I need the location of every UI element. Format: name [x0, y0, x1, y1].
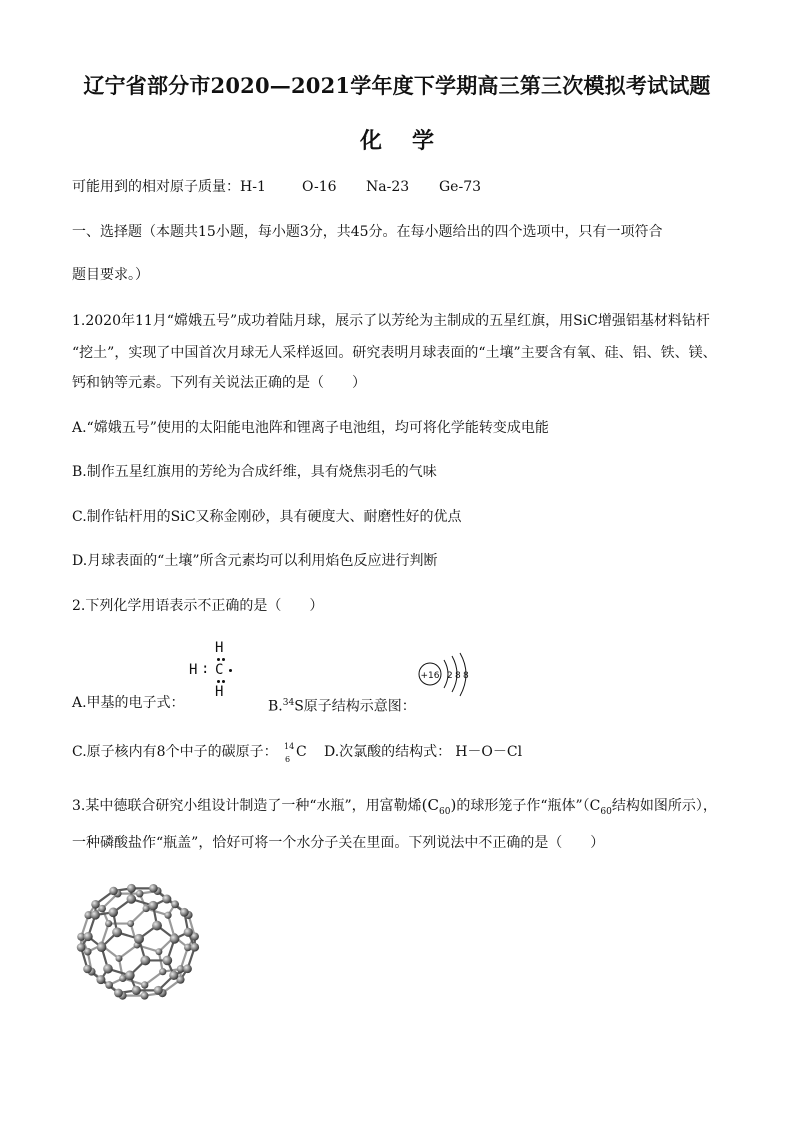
c60-carbon-atom [109, 887, 117, 895]
c60-carbon-atom [114, 989, 123, 998]
c60-carbon-atom [83, 965, 92, 974]
q1-stem-line2: “挖土”，实现了中国首次月球无人采样返回。研究表明月球表面的“土壤”主要含有氧、硅、铝、铁、镁、 [72, 345, 717, 361]
q2-option-c-text: C.原子核内有8个中子的碳原子： [72, 744, 278, 760]
fullerene-sub-2: 60 [600, 806, 612, 817]
c60-carbon-atom [159, 968, 166, 975]
mass-o: O-16 [302, 179, 337, 195]
c60-carbon-atom [136, 890, 144, 898]
c60-carbon-atom [127, 884, 136, 893]
electron-dot [222, 658, 225, 661]
c60-carbon-atom [112, 927, 122, 937]
q2-option-d-text: D.次氯酸的结构式： [324, 744, 452, 760]
q1-option-c: C.制作钻杆用的SiC又称金刚砂，具有硬度大、耐磨性好的优点 [72, 509, 462, 525]
c60-carbon-atom [105, 981, 113, 989]
c60-carbon-atom [184, 928, 193, 937]
carbon-mass-number: 14 [284, 742, 295, 751]
electron-dot [217, 680, 220, 683]
c60-carbon-atom [91, 900, 100, 909]
c60-carbon-atom [116, 955, 123, 962]
c60-carbon-atom [171, 900, 179, 908]
page-title: 辽宁省部分市2020—2021学年度下学期高三第三次模拟考试试题 [83, 73, 711, 98]
c60-carbon-atom [180, 908, 189, 917]
q2-option-c [72, 742, 307, 764]
c60-carbon-atom [190, 943, 199, 952]
sulfur-symbol: S [294, 698, 304, 715]
c60-carbon-atom [163, 956, 173, 966]
q2-option-a-label: A.甲基的电子式： [72, 695, 185, 711]
electron-dot [217, 658, 220, 661]
section-instructions-line1: 一、选择题（本题共15小题，每小题3分，共45分。在每小题给出的四个选项中，只有一项符合 [72, 224, 663, 240]
c60-carbon-atom [91, 910, 100, 919]
methyl-colon: : [201, 661, 210, 677]
fullerene-formula: $(C_{60})$ [421, 796, 457, 817]
c60-carbon-atom [97, 942, 107, 952]
c60-carbon-atom [125, 971, 135, 981]
methyl-h-top: H [215, 640, 224, 656]
c60-carbon-atom [152, 921, 162, 931]
atomic-masses [72, 178, 481, 196]
electron-dot [222, 680, 225, 683]
c60-carbon-atom [169, 971, 178, 980]
c60-carbon-atom [140, 955, 150, 965]
section-instructions-line2: 题目要求。） [72, 267, 149, 283]
methyl-electron-formula [186, 640, 246, 702]
c60-carbon-atom [183, 964, 192, 973]
c60-carbon-atom [164, 912, 171, 919]
c60-carbon-atom [132, 986, 141, 995]
q3-text-part3: 结构如图所示）， [611, 798, 717, 814]
c60-carbon-atom [149, 884, 158, 893]
c60-carbon-atom [103, 964, 113, 974]
c60-carbon-atom [84, 932, 93, 941]
q3-text-part1: 3.某中德联合研究小组设计制造了一种“水瓶”，用富勒烯 [72, 798, 422, 814]
methyl-carbon: C [215, 662, 224, 678]
carbon-atomic-number: 6 [285, 755, 291, 764]
q1-option-d: D.月球表面的“土壤”所含元素均可以利用焰色反应进行判断 [72, 553, 438, 569]
methyl-h-bottom: H [215, 684, 224, 700]
q2-option-d [324, 743, 522, 761]
q2-option-b [268, 694, 416, 716]
q1-option-b: B.制作五星红旗用的芳纶为合成纤维，具有烧焦羽毛的气味 [72, 464, 437, 480]
mass-h: H-1 [240, 179, 266, 195]
mass-ge: Ge-73 [439, 179, 482, 195]
q3-stem-line2: 一种磷酸盐作“瓶盖”，恰好可将一个水分子关在里面。下列说法中不正确的是（ ） [72, 835, 605, 851]
hypochlorous-formula: H－O－Cl [455, 744, 523, 760]
methyl-h-left: H [189, 662, 198, 678]
c60-carbon-atom [105, 920, 112, 927]
fullerene-sub: 60 [439, 807, 451, 817]
c60-carbon-atom [155, 948, 162, 955]
fullerene-c: C [427, 796, 440, 814]
q2-option-b-text: 原子结构示意图： [303, 698, 416, 715]
q1-stem-line3: 钙和钠等元素。下列有关说法正确的是（ ） [72, 375, 366, 391]
c60-carbon-atom [141, 981, 148, 988]
c60-carbon-atom [154, 986, 163, 995]
carbon-symbol: C [296, 744, 307, 760]
c60-carbon-atom [98, 905, 106, 913]
shell-electrons-2: 8 [455, 671, 461, 681]
c60-carbon-atom [148, 901, 158, 911]
mass-na: Na-23 [366, 179, 410, 195]
nucleus-charge: +16 [420, 671, 440, 681]
c60-carbon-atom [170, 934, 180, 944]
shell-electrons-3: 8 [463, 671, 469, 681]
c60-carbon-atom [127, 894, 136, 903]
sulfur-atom-diagram [414, 652, 476, 704]
c60-carbon-atom [127, 920, 134, 927]
q1-option-a: A.“嫦娥五号”使用的太阳能电池阵和锂离子电池组，均可将化学能转变成电能 [72, 420, 549, 436]
c60-carbon-atom [96, 975, 105, 984]
carbon-isotope-numbers [282, 742, 296, 764]
q1-stem-line1: 1.2020年11月“嫦娥五号”成功着陆月球，展示了以芳纶为主制成的五星红旗，用SiC增强铝基材料钻杆 [72, 313, 710, 329]
q3-stem-line1 [72, 796, 717, 821]
c60-carbon-atom [162, 894, 171, 903]
electron-dot [229, 669, 232, 672]
q2-stem: 2.下列化学用语表示不正确的是（ ） [72, 598, 324, 614]
fullerene-c-2: C [589, 798, 601, 814]
shell-electrons-1: 2 [447, 671, 453, 681]
c60-carbon-atom [141, 992, 149, 1000]
subject-title: 化学 [359, 128, 464, 154]
c60-carbon-atom [134, 934, 144, 944]
c60-carbon-atom [77, 943, 86, 952]
c60-carbon-atom [108, 908, 118, 918]
q3-text-part2: 的球形笼子作“瓶体”（ [456, 798, 590, 814]
atomic-masses-label: 可能用到的相对原子质量： [72, 179, 240, 195]
sulfur-mass-number: 34 [282, 698, 295, 708]
c60-structure-figure [70, 878, 210, 1008]
q2-option-b-prefix: B. [268, 698, 283, 715]
